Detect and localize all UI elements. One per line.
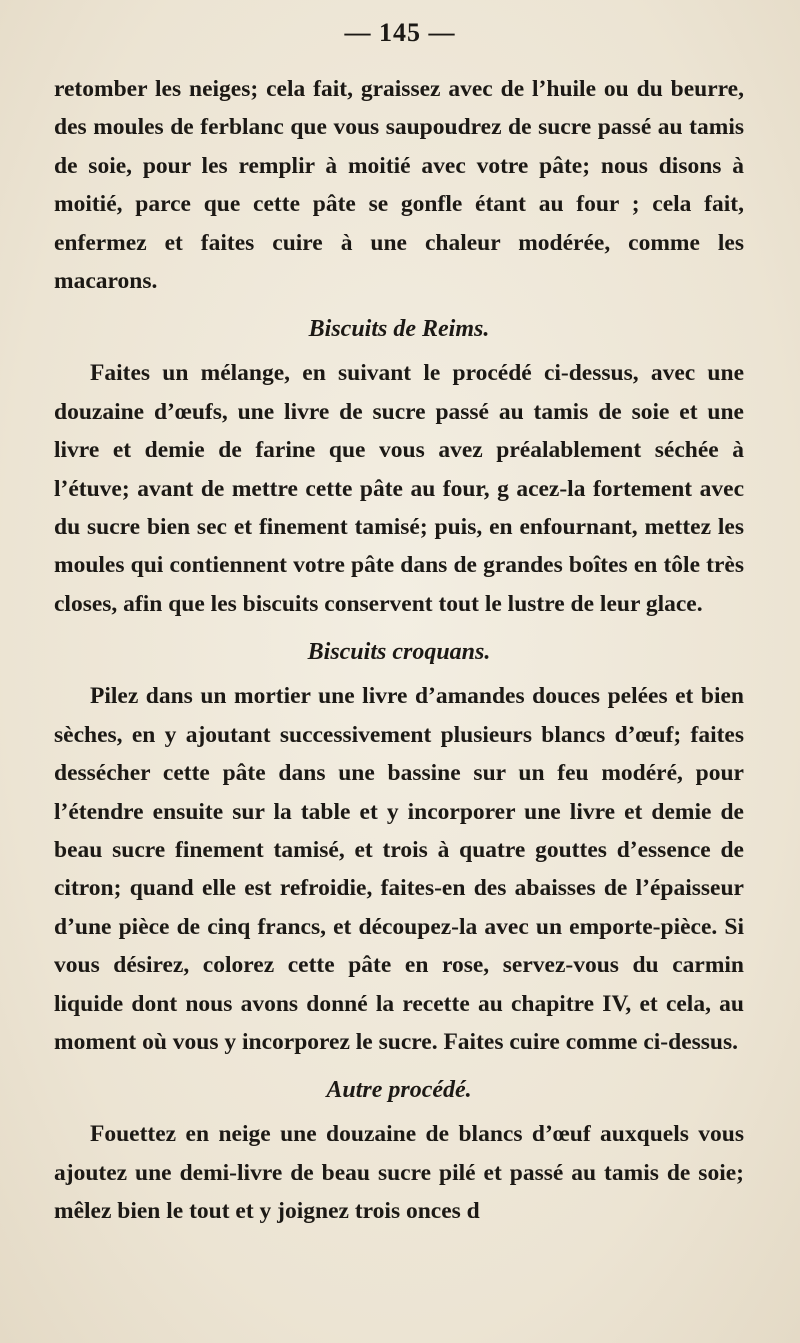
page-body <box>54 70 744 1231</box>
paragraph-biscuits-de-reims: Faites un mélange, en suivant le procédé ci-dessus, avec une douzaine d’œufs, une livre de sucre passé au tamis de soie et une livre et demie de farine que vous avez préalablement séchée à l’étuve; avant de mettre cette pâte au four, g acez-la fortement avec du sucre bien sec et finement tamisé; puis, en enfournant, mettez les moules qui contiennent votre pâte dans de grandes boîtes en tôle très closes, afin que les biscuits conservent tout le lustre de leur glace. <box>54 360 744 617</box>
paragraph-continuation: retomber les neiges; cela fait, graissez avec de l’huile ou du beurre, des moules de ferblanc que vous saupoudrez de sucre passé au tamis de soie, pour les remplir à moitié avec votre pâte; nous disons à moitié, parce que cette pâte se gonfle étant au four ; cela fait, enfermez et faites cuire à une chaleur modérée, comme les macarons. <box>54 76 744 295</box>
section-title-autre-procede: Autre procédé. <box>326 1077 472 1104</box>
paragraph-biscuits-croquans: Pilez dans un mortier une livre d’amandes douces pelées et bien sèches, en y ajoutant successivement plusieurs blancs d’œuf; faites dessécher cette pâte dans une bassine sur un feu modéré, pour l’étendre ensuite sur la table et y incorporer une livre et demie de beau sucre finement tamisé, et trois à quatre gouttes d’essence de citron; quand elle est refroidie, faites-en des abaisses de l’épaisseur d’une pièce de cinq francs, et découpez-la avec un emporte-pièce. Si vous désirez, colorez cette pâte en rose, servez-vous du carmin liquide dont nous avons donné la recette au chapitre IV, et cela, au moment où vous y incorporez le sucre. Faites cuire comme ci-dessus. <box>54 683 744 1055</box>
section-title-biscuits-de-reims: Biscuits de Reims. <box>308 316 490 343</box>
section-title-biscuits-croquans: Biscuits croquans. <box>307 639 491 666</box>
paragraph-autre-procede: Fouettez en neige une douzaine de blancs d’œuf auxquels vous ajoutez une demi-livre de beau sucre pilé et passé au tamis de soie; mêlez bien le tout et y joignez trois onces d <box>54 1121 744 1225</box>
page-number: — 145 — <box>344 18 456 47</box>
